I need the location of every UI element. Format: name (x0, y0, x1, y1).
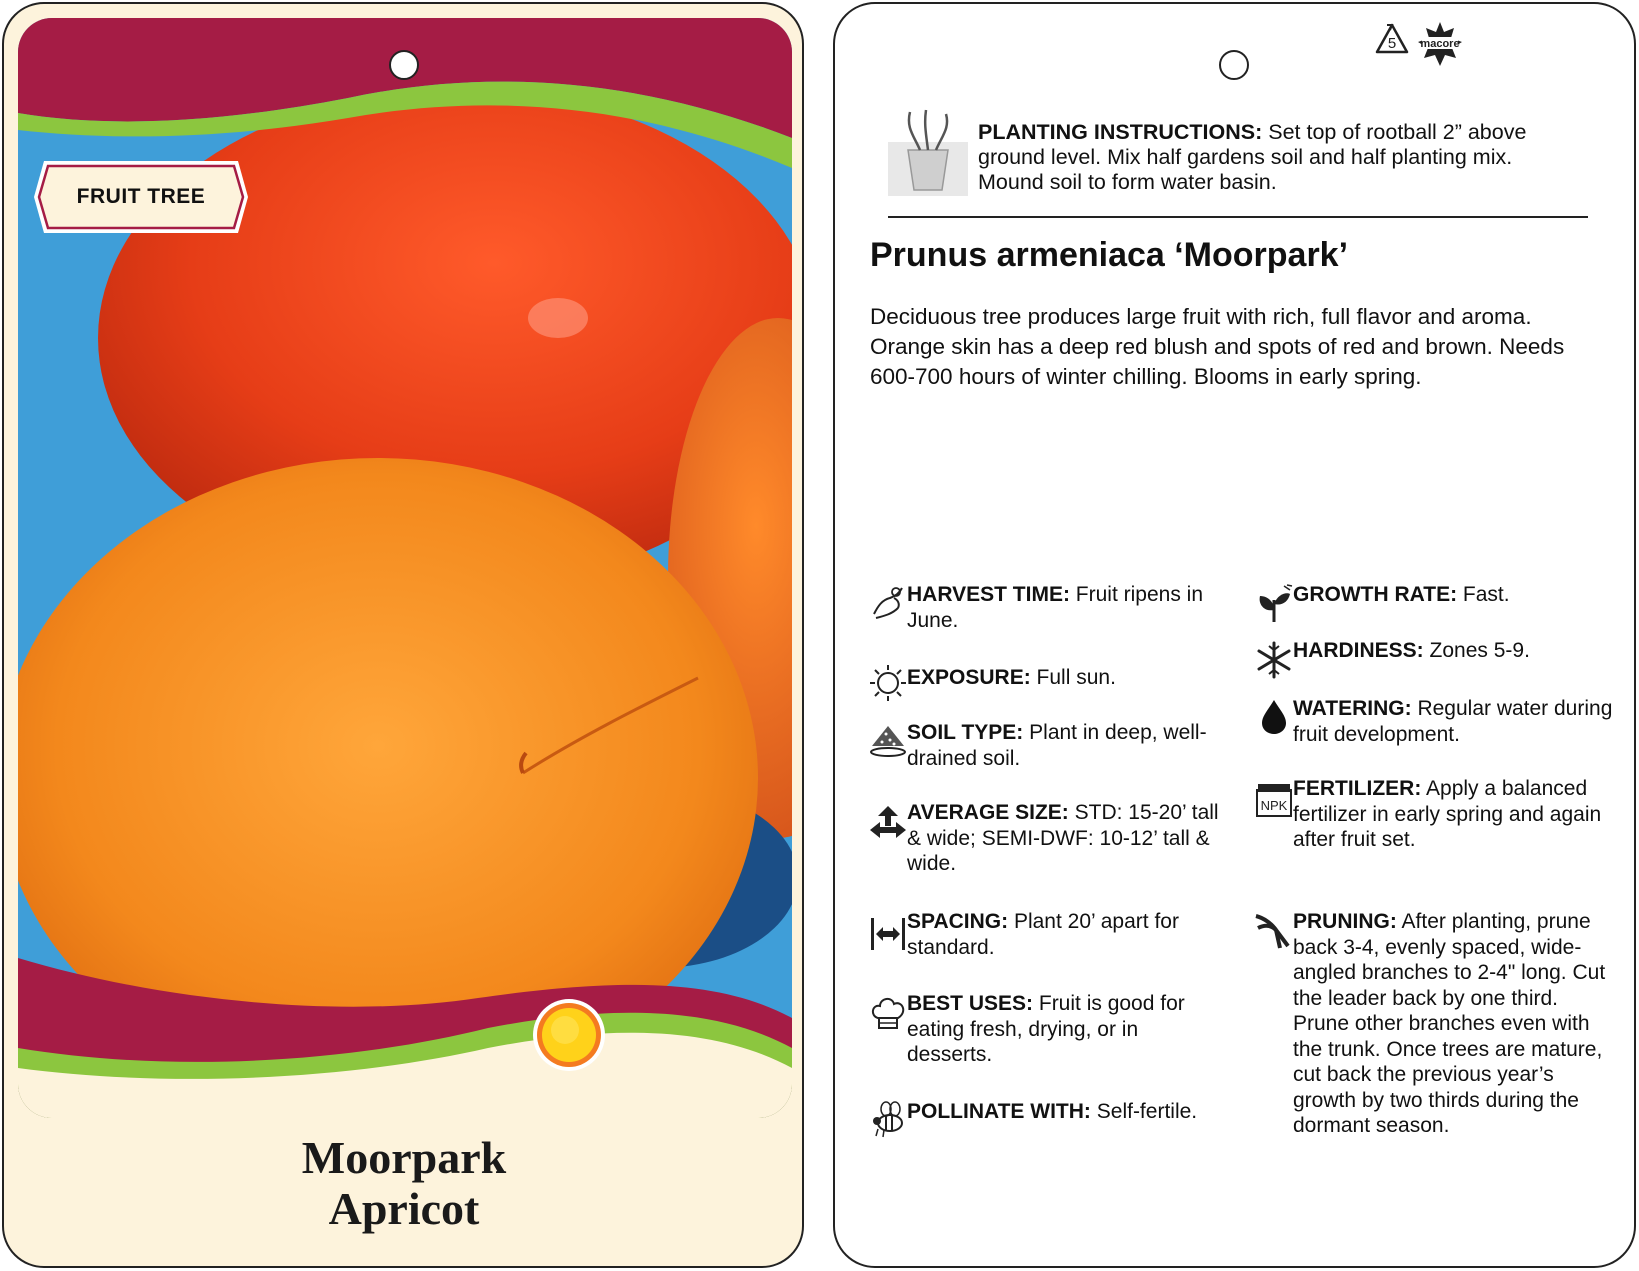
pruning-shears-icon (1254, 912, 1294, 952)
attribute-value: Plant in deep, well-drained soil. (907, 721, 1207, 770)
planting-instructions-line2: ground level. Mix half gardens soil and half planting mix. (978, 145, 1513, 169)
attribute-watering (1293, 696, 1613, 747)
soil-icon (868, 720, 908, 760)
attribute-value: Plant 20’ apart for standard. (907, 910, 1179, 959)
attribute-value: After planting, prune back 3-4, evenly spaced, wide-angled branches to 2-4" long. Cut the leader back by one third. Prune other branches even with the trunk. Once trees are mature, cut back the previous year’s growth by two thirds during the dormant season. (1293, 910, 1606, 1137)
attribute-label: HARDINESS: (1293, 639, 1424, 662)
attribute-label: EXPOSURE: (907, 666, 1031, 689)
attribute-hardiness (1293, 638, 1613, 664)
attribute-label: SOIL TYPE: (907, 721, 1024, 744)
recycle-icon (1373, 22, 1411, 63)
macore-text: macore (1420, 38, 1460, 50)
sprout-icon (1254, 584, 1294, 624)
attribute-label: POLLINATE WITH: (907, 1100, 1091, 1123)
attribute-spacing (907, 909, 1227, 960)
section-divider (888, 216, 1588, 218)
category-label: FRUIT TREE (76, 185, 206, 208)
hang-hole (389, 50, 419, 80)
attribute-value: Zones 5-9. (1423, 639, 1530, 662)
npk-fertilizer-icon (1254, 780, 1294, 820)
planting-instructions-line3: Mound soil to form water basin. (978, 170, 1277, 194)
attribute-label: FERTILIZER: (1293, 777, 1422, 800)
common-name-line2: Apricot (328, 1183, 480, 1234)
harvest-hand-icon (868, 584, 908, 624)
attribute-pruning (1293, 909, 1613, 1139)
common-name (204, 1132, 604, 1234)
planting-instructions-label: PLANTING INSTRUCTIONS: (978, 120, 1263, 144)
common-name-line1: Moorpark (301, 1132, 507, 1183)
hang-hole (1219, 50, 1249, 80)
attribute-average-size (907, 800, 1227, 877)
attribute-value: Fruit is good for eating fresh, drying, or in desserts. (907, 992, 1185, 1066)
snowflake-icon (1254, 640, 1294, 680)
attribute-soil-type (907, 720, 1227, 771)
planting-instructions (978, 120, 1578, 195)
planting-instructions-line1: Set top of rootball 2” above (1262, 120, 1527, 144)
chef-hat-icon (868, 994, 908, 1034)
attribute-label: WATERING: (1293, 697, 1412, 720)
attribute-label: HARVEST TIME: (907, 583, 1070, 606)
attribute-label: GROWTH RATE: (1293, 583, 1458, 606)
attribute-value: STD: 15-20’ tall & wide; SEMI-DWF: 10-12’ tall & wide. (907, 801, 1219, 875)
attribute-label: SPACING: (907, 910, 1009, 933)
category-badge (34, 161, 248, 233)
attribute-value: Regular water during fruit development. (1293, 697, 1613, 746)
attribute-value: Fast. (1457, 583, 1510, 606)
attribute-pollinate-with (907, 1099, 1227, 1125)
attribute-value: Self-fertile. (1090, 1100, 1198, 1123)
water-drop-icon (1254, 696, 1294, 736)
attribute-value: Full sun. (1030, 666, 1116, 689)
sun-exposure-icon (531, 997, 607, 1073)
plant-tag-front (2, 2, 804, 1268)
bee-icon (868, 1099, 908, 1139)
botanical-name: Prunus armeniaca ‘Moorpark’ (870, 236, 1349, 274)
npk-text: NPK (1260, 798, 1288, 813)
macore-logo (1416, 20, 1464, 73)
spacing-icon (868, 914, 908, 954)
attribute-label: AVERAGE SIZE: (907, 801, 1069, 824)
size-arrows-icon (868, 804, 908, 844)
planting-pot-icon (886, 106, 970, 203)
attribute-value: Fruit ripens in June. (907, 583, 1204, 632)
sun-icon (868, 663, 908, 703)
attribute-fertilizer (1293, 776, 1613, 853)
attribute-best-uses (907, 991, 1227, 1068)
plant-description: Deciduous tree produces large fruit with rich, full flavor and aroma. Orange skin has a deep red blush and spots of red and brown. Needs 600-700 hours of winter chilling. Blooms in early spring. (870, 304, 1565, 389)
plant-tag-back (833, 2, 1636, 1268)
attribute-label: BEST USES: (907, 992, 1034, 1015)
attribute-exposure (907, 665, 1227, 691)
attribute-growth-rate (1293, 582, 1613, 608)
attribute-label: PRUNING: (1293, 910, 1397, 933)
attribute-value: Apply a balanced fertilizer in early spring and again after fruit set. (1293, 777, 1602, 851)
recycle-number: 5 (1387, 35, 1397, 52)
attribute-harvest-time (907, 582, 1227, 633)
